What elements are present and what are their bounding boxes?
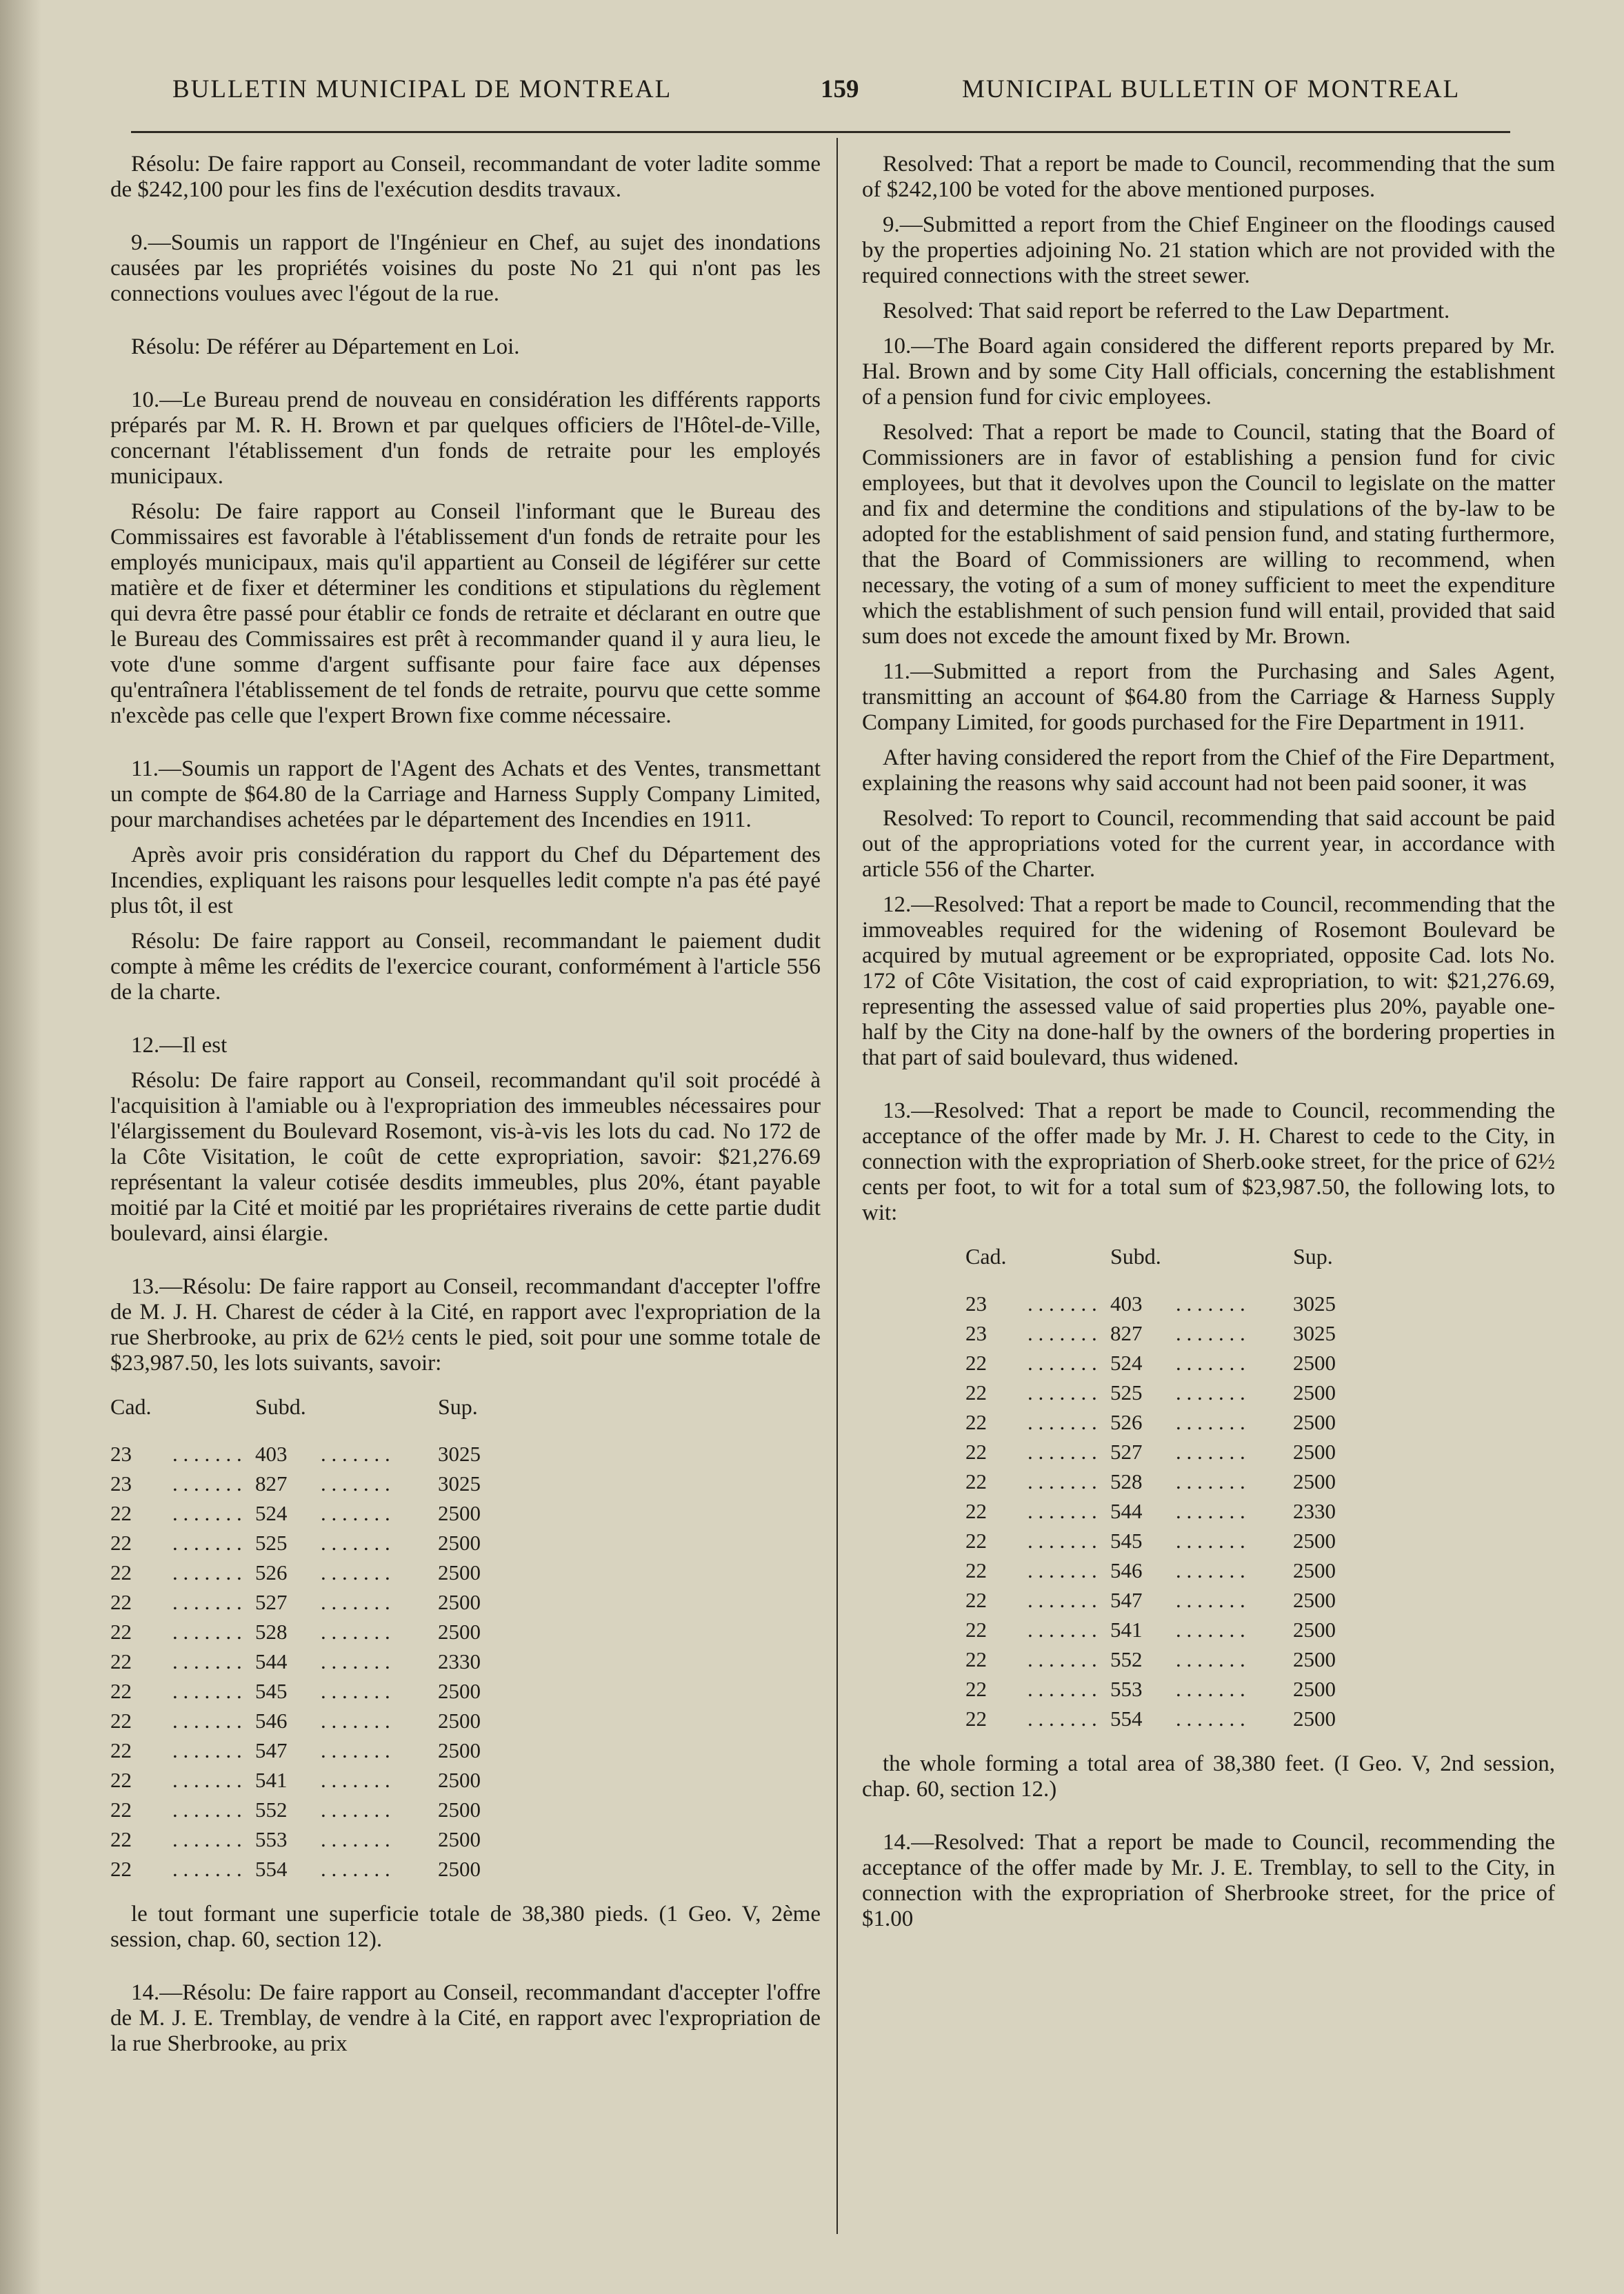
table-header-row <box>965 1244 1362 1289</box>
fr-paragraph-apres: Après avoir pris considération du rapport du Chef du Département des Incendies, expliquant les raisons pour lesquelles ledit compte n'a pas été payé plus tôt, il est <box>110 843 821 918</box>
table-row: 22 . . . . . . . 525 . . . . . . . 2500 <box>965 1380 1336 1405</box>
header-title-french: BULLETIN MUNICIPAL DE MONTREAL <box>172 75 672 103</box>
table-row: 22 . . . . . . . 552 . . . . . . . 2500 <box>965 1647 1336 1671</box>
fr-paragraph-item-9: 9.—Soumis un rapport de l'Ingénieur en Chef, au sujet des inondations causées par les propriétés voisines du poste No 21 qui n'ont pas les connections voulues avec l'égout de la rue. <box>110 230 821 306</box>
fr-paragraph-item-11: 11.—Soumis un rapport de l'Agent des Achats et des Ventes, transmettant un compte de $64.80 de la Carriage and Harness Supply Company Limited, pour marchandises achetées par le département des Incendies en 1911. <box>110 756 821 832</box>
table-row: 22 . . . . . . . 552 . . . . . . . 2500 <box>110 1798 481 1822</box>
english-column <box>862 152 1555 1942</box>
en-paragraph-resolved-11: Resolved: To report to Council, recommending that said account be paid out of the appropriations voted for the current year, in accordance with article 556 of the Charter. <box>862 806 1555 882</box>
fr-paragraph-resolu-10: Résolu: De faire rapport au Conseil l'informant que le Bureau des Commissaires est favorable à l'établissement d'un fonds de retraite pour les employés municipaux, mais qu'il appartient au Conseil de légiférer sur cette matière et de fixer et déterminer les conditions et stipulations du règlement qui devra être passé pour établir ce fonds de retraite et déclarant en outre que le Bureau des Commissaires est prêt à recommander quand il y aura lieu, le vote d'une somme d'argent suffisante pour faire face aux dépenses qu'entraînera l'établissement de tel fonds de retraite, pourvu que cette somme n'excède pas celle que l'expert Brown fixe comme nécessaire. <box>110 499 821 728</box>
en-paragraph-item-12: 12.—Resolved: That a report be made to Council, recommending that the immoveables required for the widening of Rosemont Boulevard be acquired by mutual agreement or be expropriated, opposite Cad. lots No. 172 of Côte Visitation, the cost of caid expropriation, to wit: $21,276.69, representing the assessed value of said properties plus 20%, payable one-half by the City na done-half by the owners of the bordering properties in that part of said boulevard, thus widened. <box>862 892 1555 1070</box>
en-paragraph-item-11: 11.—Submitted a report from the Purchasing and Sales Agent, transmitting an account of $64.80 from the Carriage & Harness Supply Company Limited, for goods purchased for the Fire Department in 1911. <box>862 659 1555 735</box>
table-row: 23 . . . . . . . 827 . . . . . . . 3025 <box>965 1321 1336 1345</box>
table-row: 22 . . . . . . . 547 . . . . . . . 2500 <box>965 1588 1336 1612</box>
table-header-sup: Sup. <box>438 1394 478 1419</box>
table-row: 22 . . . . . . . 544 . . . . . . . 2330 <box>110 1649 481 1673</box>
french-column <box>110 152 821 2066</box>
table-row: 22 . . . . . . . 546 . . . . . . . 2500 <box>110 1709 481 1733</box>
table-row: 22 . . . . . . . 547 . . . . . . . 2500 <box>110 1738 481 1762</box>
page-header <box>131 74 1527 109</box>
table-row: 22 . . . . . . . 527 . . . . . . . 2500 <box>110 1590 481 1614</box>
header-title-english: MUNICIPAL BULLETIN OF MONTREAL <box>962 75 1461 103</box>
table-row: 22 . . . . . . . 541 . . . . . . . 2500 <box>110 1768 481 1792</box>
fr-paragraph-item-10: 10.—Le Bureau prend de nouveau en considération les différents rapports préparés par M. R. H. Brown et par quelques officiers de l'Hôtel-de-Ville, concernant l'établissement d'un fonds de retraite pour les employés municipaux. <box>110 388 821 489</box>
table-header-cad: Cad. <box>110 1394 152 1419</box>
table-row: 22 . . . . . . . 524 . . . . . . . 2500 <box>965 1351 1336 1375</box>
table-row: 23 . . . . . . . 403 . . . . . . . 3025 <box>965 1291 1336 1316</box>
fr-paragraph-item-14: 14.—Résolu: De faire rapport au Conseil, recommandant d'accepter l'offre de M. J. E. Tremblay, de vendre à la Cité, en rapport avec l'expropriation de la rue Sherbrooke, au prix <box>110 1980 821 2056</box>
table-row: 22 . . . . . . . 554 . . . . . . . 2500 <box>110 1857 481 1881</box>
table-row: 22 . . . . . . . 545 . . . . . . . 2500 <box>110 1679 481 1703</box>
table-row: 22 . . . . . . . 524 . . . . . . . 2500 <box>110 1501 481 1525</box>
en-paragraph-resolved-1: Resolved: That a report be made to Council, recommending that the sum of $242,100 be voted for the above mentioned purposes. <box>862 152 1555 202</box>
header-rule <box>131 131 1510 133</box>
table-row: 23 . . . . . . . 403 . . . . . . . 3025 <box>110 1442 481 1466</box>
table-header-subd: Subd. <box>255 1394 306 1419</box>
fr-paragraph-resolu-9: Résolu: De référer au Département en Loi. <box>131 334 520 359</box>
table-row: 22 . . . . . . . 553 . . . . . . . 2500 <box>110 1827 481 1851</box>
en-lots-table <box>965 1244 1362 1733</box>
table-row: 22 . . . . . . . 545 . . . . . . . 2500 <box>965 1529 1336 1553</box>
table-row: 22 . . . . . . . 554 . . . . . . . 2500 <box>965 1707 1336 1731</box>
en-paragraph-item-14: 14.—Resolved: That a report be made to Council, recommending the acceptance of the offer made by Mr. J. E. Tremblay, to sell to the City, in connection with the expropriation of Sherbrooke street, for the price of $1.00 <box>862 1830 1555 1931</box>
table-header-cad: Cad. <box>965 1244 1007 1269</box>
page-number: 159 <box>821 75 859 103</box>
table-row: 22 . . . . . . . 526 . . . . . . . 2500 <box>965 1410 1336 1434</box>
en-paragraph-resolved-10: Resolved: That a report be made to Council, stating that the Board of Commissioners are in favor of establishing a pension fund for civic employees, but that it devolves upon the Council to legislate on the matter and fix and determine the conditions and stipulations of the by-law to be adopted for the establishment of said pension fund, and stating furthermore, that the Board of Commissioners are willing to recommend, when necessary, the voting of a sum of money sufficient to meet the expenditure which the establishment of such pension fund will entail, provided that said sum does not excede the amount fixed by Mr. Brown. <box>862 420 1555 649</box>
table-header-subd: Subd. <box>1110 1244 1161 1269</box>
table-row: 22 . . . . . . . 544 . . . . . . . 2330 <box>965 1499 1336 1523</box>
table-header-row <box>110 1394 507 1439</box>
column-divider <box>836 138 838 2234</box>
fr-paragraph-resolu-12: Résolu: De faire rapport au Conseil, recommandant qu'il soit procédé à l'acquisition à l'amiable ou à l'expropriation des immeubles nécessaires pour l'élargissement du Boulevard Rosemont, vis-à-vis les lots du cad. No 172 de la Côte Visitation, le coût de cette expropriation, savoir: $21,276.69 représentant la valeur cotisée desdits immeubles, plus 20%, étant payable moitié par la Cité et moitié par les propriétaires riverains de cette partie dudit boulevard, ainsi élargie. <box>110 1068 821 1246</box>
table-row: 23 . . . . . . . 827 . . . . . . . 3025 <box>110 1471 481 1496</box>
fr-lots-table <box>110 1394 507 1884</box>
table-row: 22 . . . . . . . 528 . . . . . . . 2500 <box>110 1620 481 1644</box>
en-paragraph-item-13: 13.—Resolved: That a report be made to Council, recommending the acceptance of the offer made by Mr. J. H. Charest to cede to the City, in connection with the expropriation of Sherb.ooke street, for the price of 62½ cents per foot, to wit for a total sum of $23,987.50, the following lots, to wit: <box>862 1098 1555 1225</box>
fr-lots-body <box>110 1439 507 1884</box>
table-row: 22 . . . . . . . 526 . . . . . . . 2500 <box>110 1560 481 1584</box>
fr-paragraph-item-12: 12.—Il est <box>131 1033 228 1058</box>
table-row: 22 . . . . . . . 528 . . . . . . . 2500 <box>965 1469 1336 1493</box>
fr-paragraph-item-13: 13.—Résolu: De faire rapport au Conseil, recommandant d'accepter l'offre de M. J. H. Charest de céder à la Cité, en rapport avec l'expropriation de la rue Sherbrooke, au prix de 62½ cents le pied, soit pour une somme totale de $23,987.50, les lots suivants, savoir: <box>110 1274 821 1376</box>
table-row: 22 . . . . . . . 527 . . . . . . . 2500 <box>965 1440 1336 1464</box>
fr-paragraph-superficie: le tout formant une superficie totale de 38,380 pieds. (1 Geo. V, 2ème session, chap. 60, section 12). <box>110 1902 821 1952</box>
fr-paragraph-resolu-1: Résolu: De faire rapport au Conseil, recommandant de voter ladite somme de $242,100 pour les fins de l'exécution desdits travaux. <box>110 152 821 202</box>
en-paragraph-resolved-9: Resolved: That said report be referred to the Law Department. <box>883 299 1450 323</box>
table-row: 22 . . . . . . . 553 . . . . . . . 2500 <box>965 1677 1336 1701</box>
en-paragraph-item-10: 10.—The Board again considered the different reports prepared by Mr. Hal. Brown and by some City Hall officials, concerning the establishment of a pension fund for civic employees. <box>862 334 1555 410</box>
fr-paragraph-resolu-11: Résolu: De faire rapport au Conseil, recommandant le paiement dudit compte à même les crédits de l'exercice courant, conformément à l'article 556 de la charte. <box>110 929 821 1005</box>
table-row: 22 . . . . . . . 525 . . . . . . . 2500 <box>110 1531 481 1555</box>
en-lots-body <box>965 1289 1362 1733</box>
en-paragraph-total-area: the whole forming a total area of 38,380 feet. (I Geo. V, 2nd session, chap. 60, section 12.) <box>862 1751 1555 1802</box>
table-header-sup: Sup. <box>1293 1244 1333 1269</box>
table-row: 22 . . . . . . . 541 . . . . . . . 2500 <box>965 1618 1336 1642</box>
en-paragraph-after: After having considered the report from the Chief of the Fire Department, explaining the reasons why said account had not been paid sooner, it was <box>862 745 1555 796</box>
en-paragraph-item-9: 9.—Submitted a report from the Chief Engineer on the floodings caused by the properties adjoining No. 21 station which are not provided with the required connections with the street sewer. <box>862 212 1555 288</box>
table-row: 22 . . . . . . . 546 . . . . . . . 2500 <box>965 1558 1336 1582</box>
